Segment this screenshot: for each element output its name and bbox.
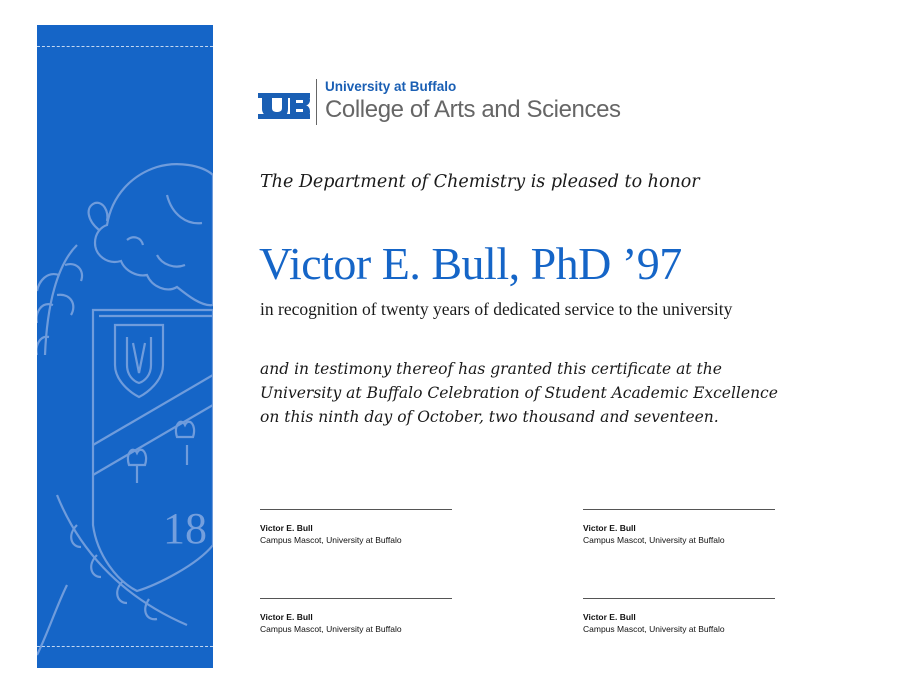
- college-name: College of Arts and Sciences: [325, 96, 621, 123]
- signer-name: Victor E. Bull: [260, 612, 313, 622]
- signature-line: [260, 509, 452, 510]
- signer-name: Victor E. Bull: [260, 523, 313, 533]
- signer-title: Campus Mascot, University at Buffalo: [260, 535, 402, 545]
- signer-name: Victor E. Bull: [583, 523, 636, 533]
- ub-logo-icon: [258, 93, 310, 119]
- certificate-intro: The Department of Chemistry is pleased to honor: [260, 172, 700, 192]
- signature-block-1: [260, 509, 452, 545]
- seal-year-text: 18: [163, 504, 207, 553]
- side-banner: [37, 25, 213, 668]
- recognition-text: in recognition of twenty years of dedicated service to the university: [260, 299, 733, 319]
- signature-block-4: [583, 598, 775, 634]
- testimony-text: [260, 357, 820, 429]
- signature-line: [583, 598, 775, 599]
- honoree-name: Victor E. Bull, PhD ’97: [259, 238, 682, 289]
- logo-divider: [316, 79, 317, 125]
- testimony-line-2: University at Buffalo Celebration of Student Academic Excellence: [260, 384, 778, 402]
- testimony-line-1: and in testimony thereof has granted this certificate at the: [260, 360, 722, 378]
- signature-block-3: [260, 598, 452, 634]
- signer-title: Campus Mascot, University at Buffalo: [583, 624, 725, 634]
- signature-line: [260, 598, 452, 599]
- signature-block-2: [583, 509, 775, 545]
- university-name: University at Buffalo: [325, 79, 457, 94]
- testimony-line-3: on this ninth day of October, two thousand and seventeen.: [260, 408, 719, 426]
- signer-title: Campus Mascot, University at Buffalo: [260, 624, 402, 634]
- seal-watermark-icon: [37, 25, 213, 668]
- signer-title: Campus Mascot, University at Buffalo: [583, 535, 725, 545]
- signer-name: Victor E. Bull: [583, 612, 636, 622]
- signature-line: [583, 509, 775, 510]
